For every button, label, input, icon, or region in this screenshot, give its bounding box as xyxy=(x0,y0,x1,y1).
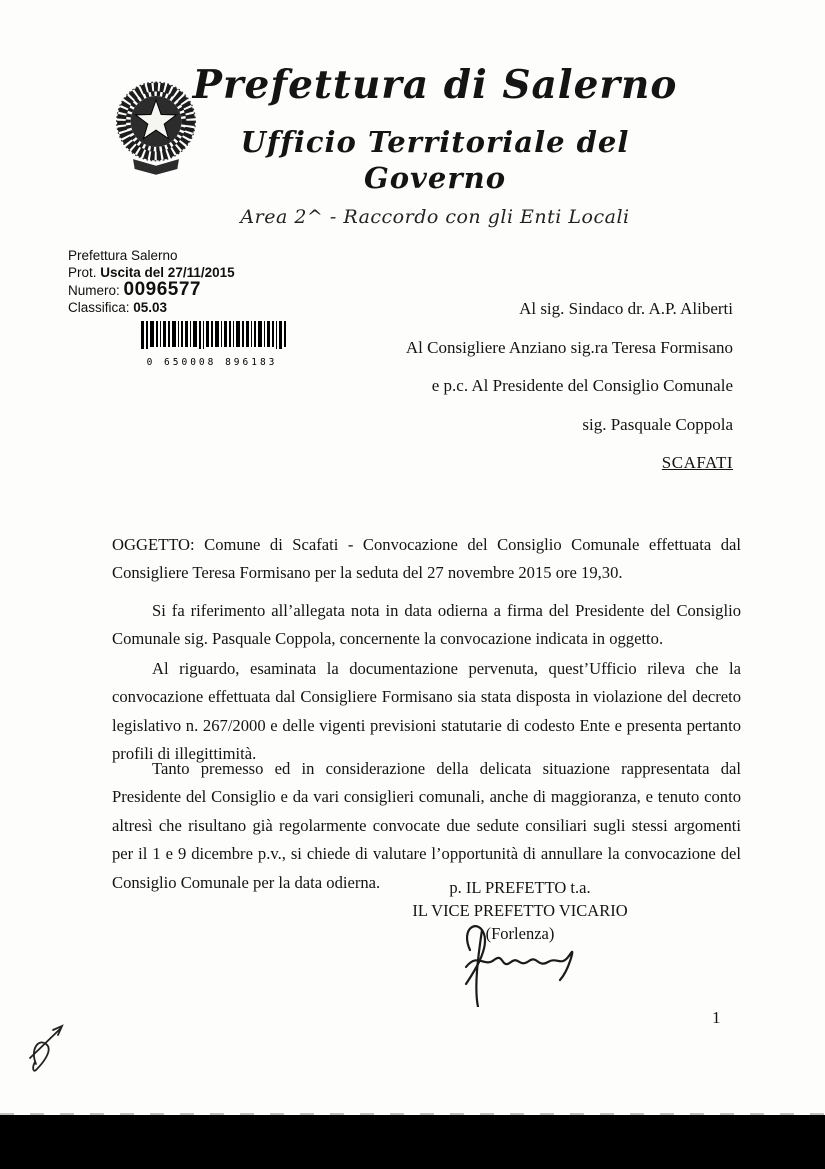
protocol-stamp xyxy=(68,247,296,371)
barcode-digits: 0 650008 896183 xyxy=(146,357,278,368)
letterhead xyxy=(180,60,690,228)
page-number: 1 xyxy=(712,1008,721,1027)
protocol-class-label: Classifica: xyxy=(68,300,130,315)
barcode-bars xyxy=(133,321,291,351)
body-paragraph-3: Tanto premesso ed in considerazione della delicata situazione rappresentata dal Presidente del Consiglio e da vari consiglieri comunali, anche di maggioranza, e tenuto conto altresì che risultano già regolarmente convocate due sedute consiliari sugli stessi argomenti per il 1 e 9 dicembre p.v., si chiede di valutare l’opportunità di annullare la convocazione del Consiglio Comunale per la data odierna. xyxy=(112,758,741,892)
letterhead-area-line: Area 2^ - Raccordo con gli Enti Locali xyxy=(240,206,630,228)
handwritten-initial xyxy=(26,1020,74,1078)
protocol-date-label: Prot. xyxy=(68,265,97,280)
recipient-line: Al Consigliere Anziano sig.ra Teresa Formisano xyxy=(405,337,733,357)
body-paragraph-2: Al riguardo, esaminata la documentazione pervenuta, quest’Ufficio rileva che la convocazione effettuata dal Consigliere Formisano sia stata disposta in violazione del decreto legislativo n. 267/2000 e delle vigenti previsioni statutarie di codesto Ente e presenta pertanto profili di illegittimità. xyxy=(112,658,741,764)
recipient-city: SCAFATI xyxy=(661,453,733,472)
protocol-office: Prefettura Salerno xyxy=(68,248,178,263)
protocol-class-line xyxy=(68,299,296,316)
protocol-class-value: 05.03 xyxy=(133,300,168,315)
barcode xyxy=(128,321,296,371)
protocol-date-value: Uscita del 27/11/2015 xyxy=(100,265,235,280)
handwritten-signature xyxy=(448,912,588,1007)
scan-black-border xyxy=(0,1115,825,1169)
letterhead-title: Prefettura di Salerno xyxy=(192,62,678,108)
recipient-line: Al sig. Sindaco dr. A.P. Aliberti xyxy=(519,299,733,318)
protocol-number-label: Numero: xyxy=(68,283,120,298)
signature-line-2: IL VICE PREFETTO VICARIO xyxy=(412,901,628,920)
subject-paragraph: OGGETTO: Comune di Scafati - Convocazione del Consiglio Comunale effettuata dal Consigliere Teresa Formisano per la seduta del 27 novembre 2015 ore 19,30. xyxy=(112,534,741,583)
letterhead-subtitle: Ufficio Territoriale del Governo xyxy=(240,125,630,195)
body-paragraph-1: Si fa riferimento all’allegata nota in data odierna a firma del Presidente del Consiglio Comunale sig. Pasquale Coppola, concernente la convocazione indicata in oggetto. xyxy=(112,600,741,649)
protocol-number-value: 0096577 xyxy=(123,279,201,300)
recipient-block xyxy=(406,300,733,493)
recipient-line: e p.c. Al Presidente del Consiglio Comunale xyxy=(431,376,733,395)
signature-line-1: p. IL PREFETTO t.a. xyxy=(449,878,591,897)
signature-name: (Forlenza) xyxy=(485,924,555,943)
protocol-number-line xyxy=(68,281,296,299)
recipient-line: sig. Pasquale Coppola xyxy=(582,414,733,434)
